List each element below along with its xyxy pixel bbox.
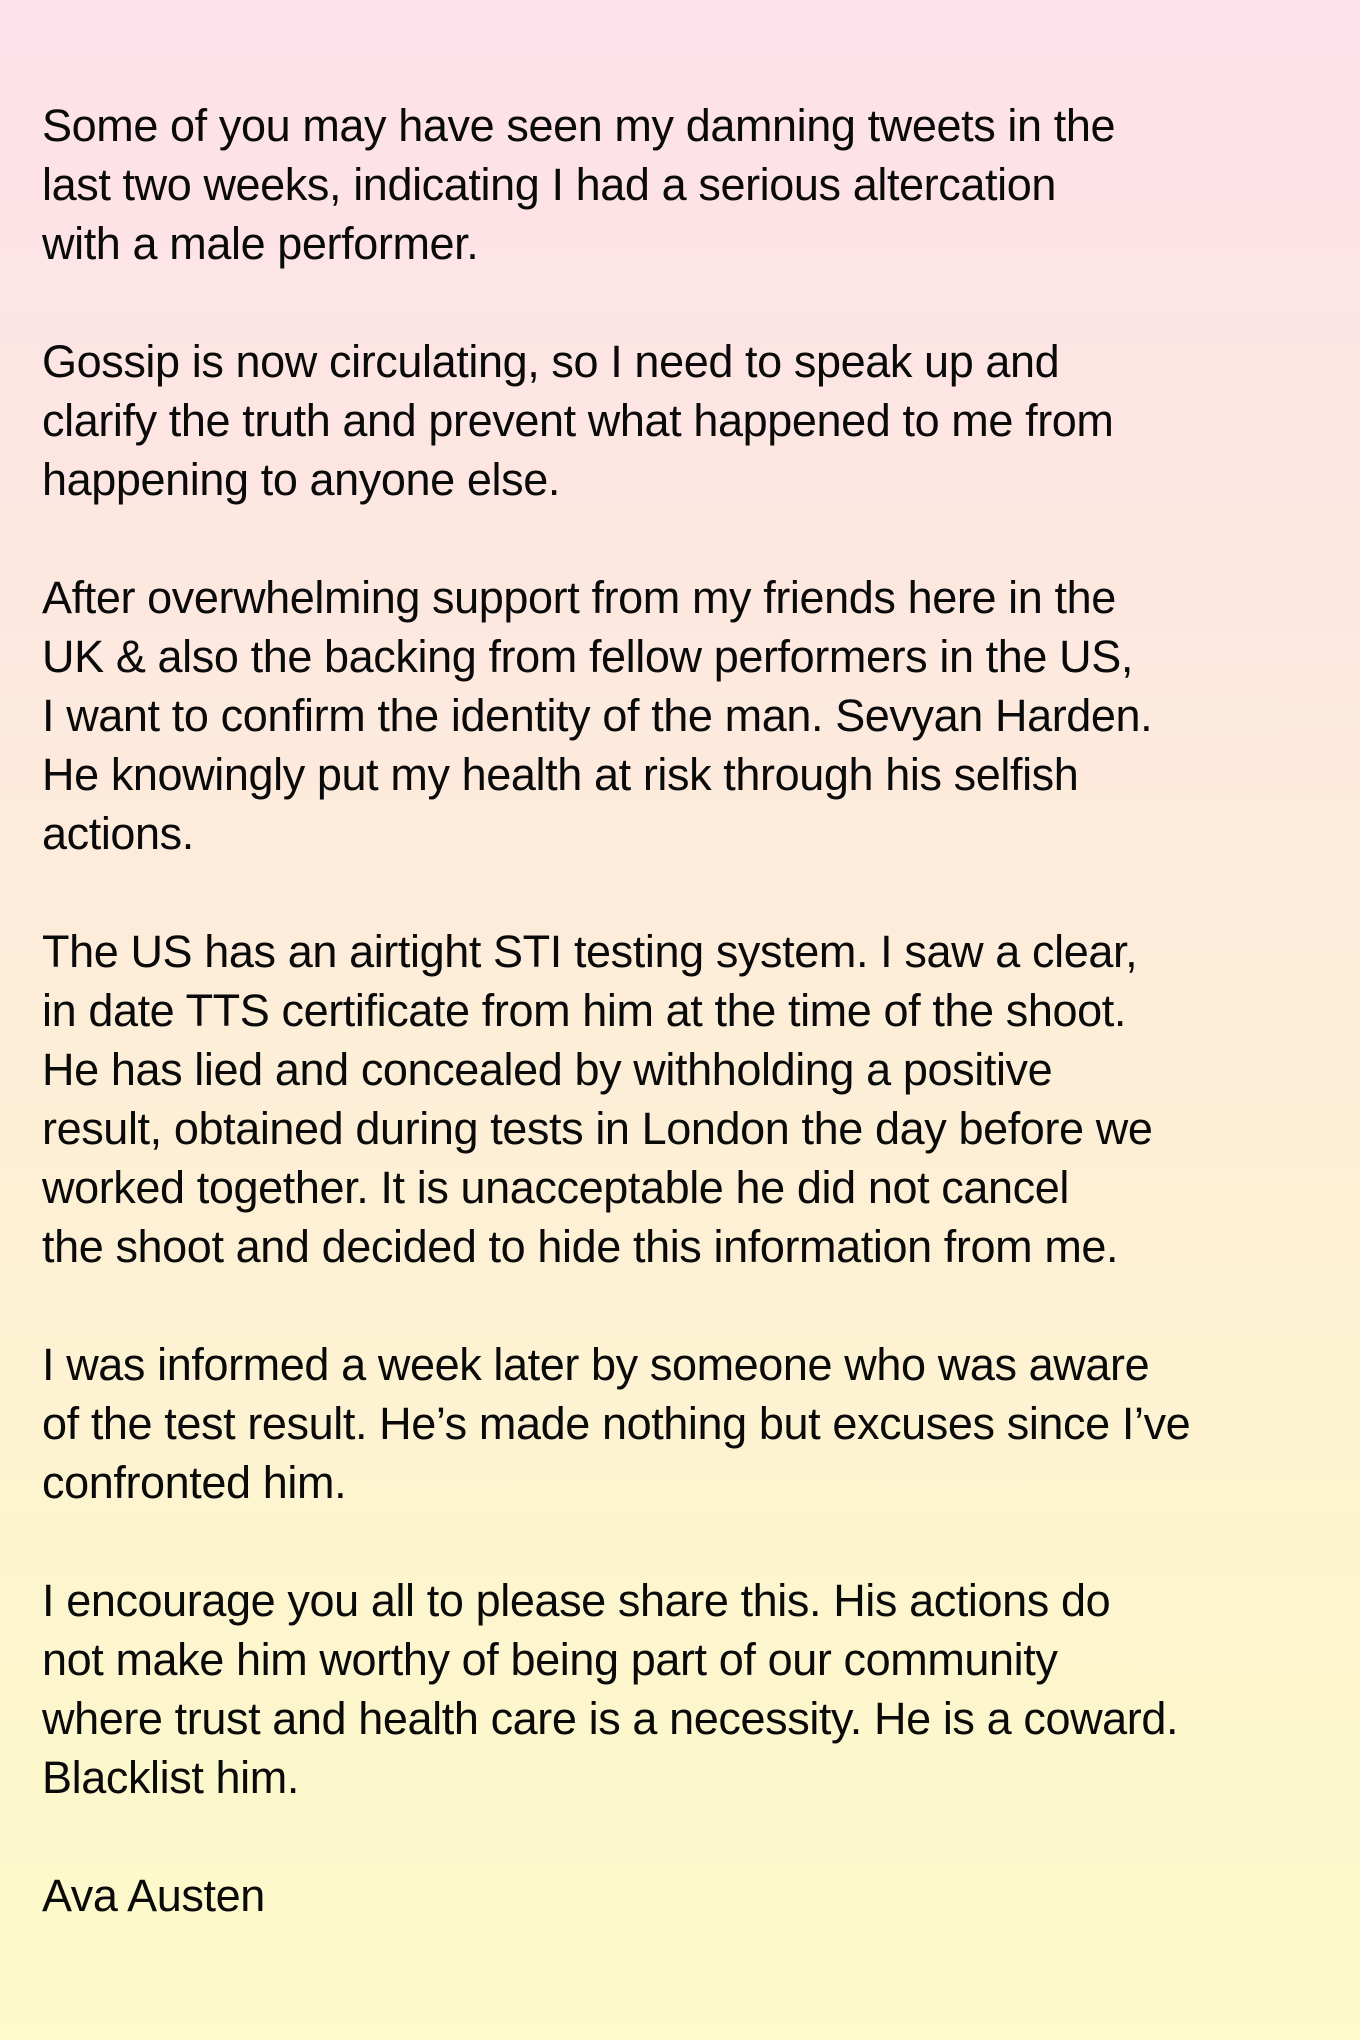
text-line: not make him worthy of being part of our community xyxy=(42,1634,1058,1685)
text-line: happening to anyone else. xyxy=(42,454,560,505)
text-line: Gossip is now circulating, so I need to speak up and xyxy=(42,336,1060,387)
text-line: He knowingly put my health at risk through his selfish xyxy=(42,749,1079,800)
paragraph xyxy=(42,332,1330,509)
text-line: I was informed a week later by someone who was aware xyxy=(42,1339,1150,1390)
text-line: I want to confirm the identity of the man. Sevyan Harden. xyxy=(42,690,1153,741)
text-line: Some of you may have seen my damning tweets in the xyxy=(42,100,1116,151)
text-line: The US has an airtight STI testing system. I saw a clear, xyxy=(42,926,1138,977)
text-line: Blacklist him. xyxy=(42,1752,299,1803)
text-line: with a male performer. xyxy=(42,218,479,269)
text-line: result, obtained during tests in London the day before we xyxy=(42,1103,1153,1154)
paragraph xyxy=(42,922,1330,1276)
text-line: the shoot and decided to hide this information from me. xyxy=(42,1221,1119,1272)
text-line: of the test result. He’s made nothing but excuses since I’ve xyxy=(42,1398,1191,1449)
signature-name: Ava Austen xyxy=(42,1870,265,1921)
text-line: in date TTS certificate from him at the time of the shoot. xyxy=(42,985,1126,1036)
signature xyxy=(42,1866,1330,1925)
text-line: I encourage you all to please share this. His actions do xyxy=(42,1575,1111,1626)
paragraph xyxy=(42,568,1330,863)
text-line: He has lied and concealed by withholding a positive xyxy=(42,1044,1053,1095)
paragraph xyxy=(42,1335,1330,1512)
text-line: worked together. It is unacceptable he did not cancel xyxy=(42,1162,1069,1213)
paragraph xyxy=(42,96,1330,273)
text-line: confronted him. xyxy=(42,1457,347,1508)
paragraph xyxy=(42,1571,1330,1807)
text-line: where trust and health care is a necessity. He is a coward. xyxy=(42,1693,1179,1744)
text-line: UK & also the backing from fellow performers in the US, xyxy=(42,631,1133,682)
text-line: last two weeks, indicating I had a serious altercation xyxy=(42,159,1056,210)
text-line: clarify the truth and prevent what happened to me from xyxy=(42,395,1114,446)
text-line: actions. xyxy=(42,808,194,859)
text-line: After overwhelming support from my friends here in the xyxy=(42,572,1116,623)
